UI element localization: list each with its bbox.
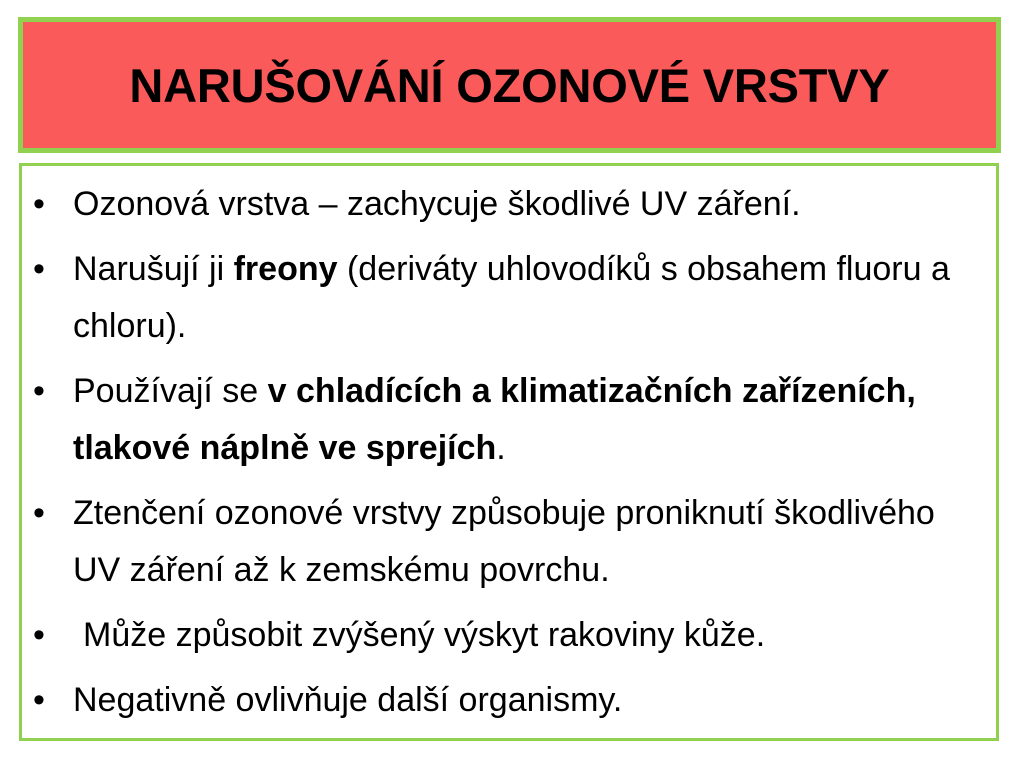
bullet-dot-icon: • <box>33 681 45 719</box>
bullet-2-text-b: (deriváty uhlovodíků s obsahem fluoru a chloru). <box>73 250 950 345</box>
bullet-dot-icon: • <box>33 185 45 223</box>
bullet-3-text-b: . <box>496 429 506 467</box>
bullet-item-1 <box>29 176 976 233</box>
bullet-2-bold: freony <box>233 250 338 288</box>
bullet-item-5 <box>29 607 976 664</box>
bullet-dot-icon: • <box>33 494 45 532</box>
bullet-5-text: Může způsobit zvýšený výskyt rakoviny kůže. <box>83 616 766 654</box>
slide-title-box <box>18 17 1001 153</box>
bullet-item-4 <box>29 485 976 599</box>
bullet-item-2 <box>29 241 976 355</box>
bullet-3-text-a: Používají se <box>73 372 268 410</box>
bullet-3-bold: v chladících a klimatizačních zařízeních, tlakové náplně ve sprejích <box>73 372 916 467</box>
slide-title: NARUŠOVÁNÍ OZONOVÉ VRSTVY <box>129 58 890 112</box>
bullet-6-text: Negativně ovlivňuje další organismy. <box>73 681 623 719</box>
bullet-dot-icon: • <box>33 372 45 410</box>
bullet-list <box>22 166 996 729</box>
bullet-1-text: Ozonová vrstva – zachycuje škodlivé UV záření. <box>73 185 801 223</box>
bullet-item-3 <box>29 363 976 477</box>
bullet-4-text: Ztenčení ozonové vrstvy způsobuje proniknutí škodlivého UV záření až k zemskému povrchu. <box>73 494 935 589</box>
bullet-dot-icon: • <box>33 616 45 654</box>
slide-content-box <box>19 163 999 741</box>
bullet-2-text-a: Narušují ji <box>73 250 234 288</box>
bullet-dot-icon: • <box>33 250 45 288</box>
bullet-item-6 <box>29 672 976 729</box>
